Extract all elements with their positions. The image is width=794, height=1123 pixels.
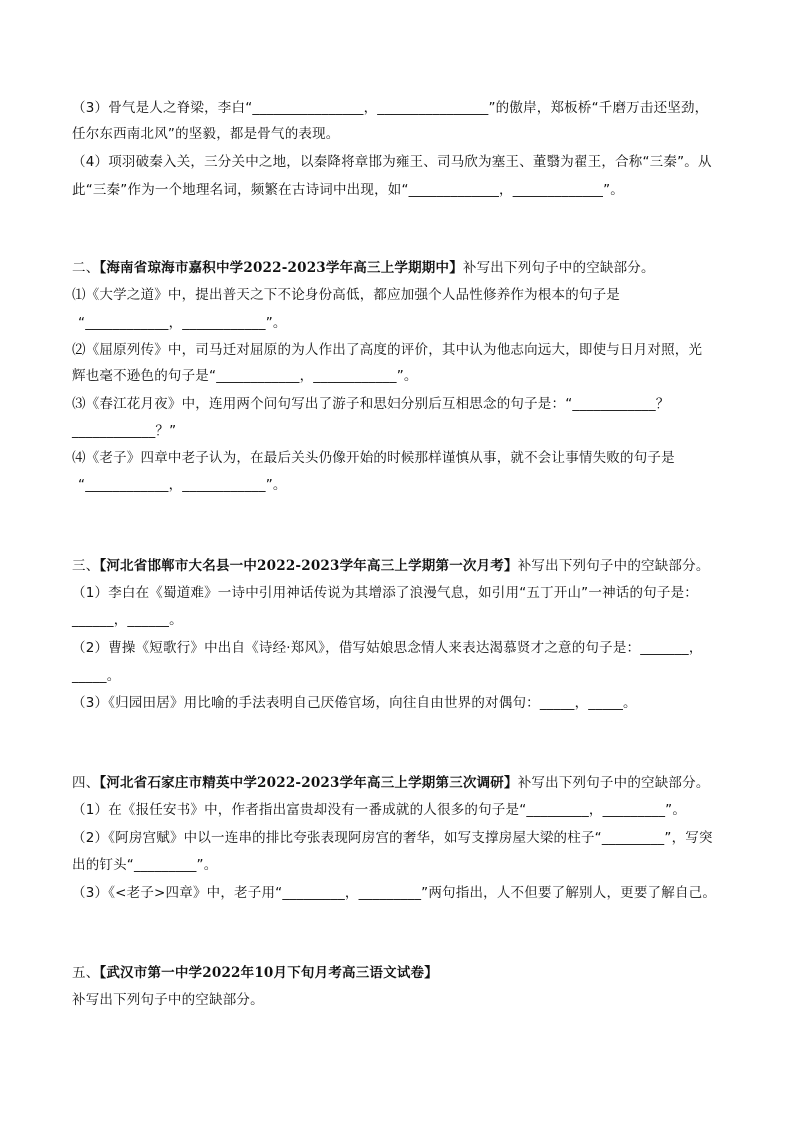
section-number: 五、	[72, 965, 100, 981]
question-line	[72, 638, 703, 658]
question-line	[72, 98, 708, 118]
line-text: 补写出下列句子中的空缺部分。	[462, 260, 655, 276]
question-line	[72, 883, 716, 903]
section-heading	[72, 258, 655, 278]
question-line	[72, 583, 698, 603]
question-line	[72, 610, 183, 630]
line-text: （2）《阿房宫赋》中以一连串的排比夸张表现阿房宫的奢华，如写支撑房屋大梁的柱子“_________”，写突	[72, 830, 713, 846]
line-text: （2）曹操《短歌行》中出自《诗经·郑风》，借写姑娘思念情人来表达渴慕贤才之意的句子是：_______，	[72, 640, 703, 656]
line-text: 辉也毫不逊色的句子是“____________，____________”。	[72, 368, 418, 384]
line-text: （3）《归园田居》用比喻的手法表明自己厌倦官场，向往自由世界的对偶句：_____，_____。	[72, 695, 637, 711]
question-line	[72, 366, 418, 386]
section-number: 二、	[72, 260, 100, 276]
line-text: （4）项羽破秦入关，三分关中之地，以秦降将章邯为雍王、司马欣为塞王、董翳为翟王，合称“三秦”。从	[72, 154, 712, 170]
line-text: （1）李白在《蜀道难》一诗中引用神话传说为其增添了浪漫气息，如引用“五丁开山”一神话的句子是：	[72, 585, 698, 601]
question-line	[72, 394, 670, 414]
question-line	[72, 421, 176, 441]
line-text: ______，______。	[72, 612, 183, 628]
section-number: 三、	[72, 558, 100, 574]
question-line	[78, 313, 287, 333]
question-line	[72, 800, 686, 820]
line-text: ⑶《春江花月夜》中，连用两个问句写出了游子和思妇分别后互相思念的句子是：“____________？	[72, 396, 670, 412]
line-text: 出的钉头“_________”。	[72, 857, 218, 873]
line-text: 补写出下列句子中的空缺部分。	[517, 775, 710, 791]
line-text: “____________，____________”。	[78, 477, 287, 493]
question-line	[72, 340, 702, 360]
section-source: 【海南省琼海市嘉积中学2022-2023学年高三上学期期中】	[99, 260, 463, 276]
section-number: 四、	[72, 775, 100, 791]
line-text: 此“三秦”作为一个地理名词，频繁在古诗词中出现，如“_____________，_____________”。	[72, 182, 624, 198]
question-line	[72, 855, 217, 875]
question-line	[72, 152, 712, 172]
line-text: ⑴《大学之道》中，提出普天之下不论身份高低，都应加强个人品性修养作为根本的句子是	[72, 287, 620, 303]
question-line	[72, 990, 264, 1010]
line-text: ⑷《老子》四章中老子认为，在最后关头仍像开始的时候那样谨慎从事，就不会让事情失败的句子是	[72, 450, 675, 466]
section-heading	[72, 963, 438, 983]
line-text: （3）《<老子>四章》中，老子用“_________，_________”两句指出，人不但要了解别人，更要了解自己。	[72, 885, 717, 901]
section-heading	[72, 773, 710, 793]
line-text: （3）骨气是人之脊梁，李白“________________，________________”的傲岸，郑板桥“千磨万击还坚劲，	[72, 100, 709, 116]
question-line	[72, 666, 120, 686]
question-line	[72, 448, 675, 468]
line-text: _____。	[72, 668, 121, 684]
line-text: “____________，____________”。	[78, 315, 287, 331]
line-text: 补写出下列句子中的空缺部分。	[517, 558, 710, 574]
section-source: 【河北省石家庄市精英中学2022-2023学年高三上学期第三次调研】	[99, 775, 518, 791]
line-text: ____________？”	[72, 423, 177, 439]
question-line	[72, 828, 713, 848]
question-line	[72, 124, 340, 144]
section-source: 【武汉市第一中学2022年10月下旬月考高三语文试卷】	[99, 965, 438, 981]
question-line	[72, 693, 637, 713]
line-text: 补写出下列句子中的空缺部分。	[72, 992, 264, 1008]
question-line	[72, 180, 624, 200]
section-heading	[72, 556, 710, 576]
section-source: 【河北省邯郸市大名县一中2022-2023学年高三上学期第一次月考】	[99, 558, 518, 574]
line-text: （1）在《报任安书》中，作者指出富贵却没有一番成就的人很多的句子是“_________，_________”。	[72, 802, 687, 818]
question-line	[72, 285, 620, 305]
line-text: 任尔东西南北风”的坚毅，都是骨气的表现。	[72, 126, 340, 142]
question-line	[78, 475, 287, 495]
line-text: ⑵《屈原列传》中，司马迁对屈原的为人作出了高度的评价，其中认为他志向远大，即使与日月对照，光	[72, 342, 703, 358]
